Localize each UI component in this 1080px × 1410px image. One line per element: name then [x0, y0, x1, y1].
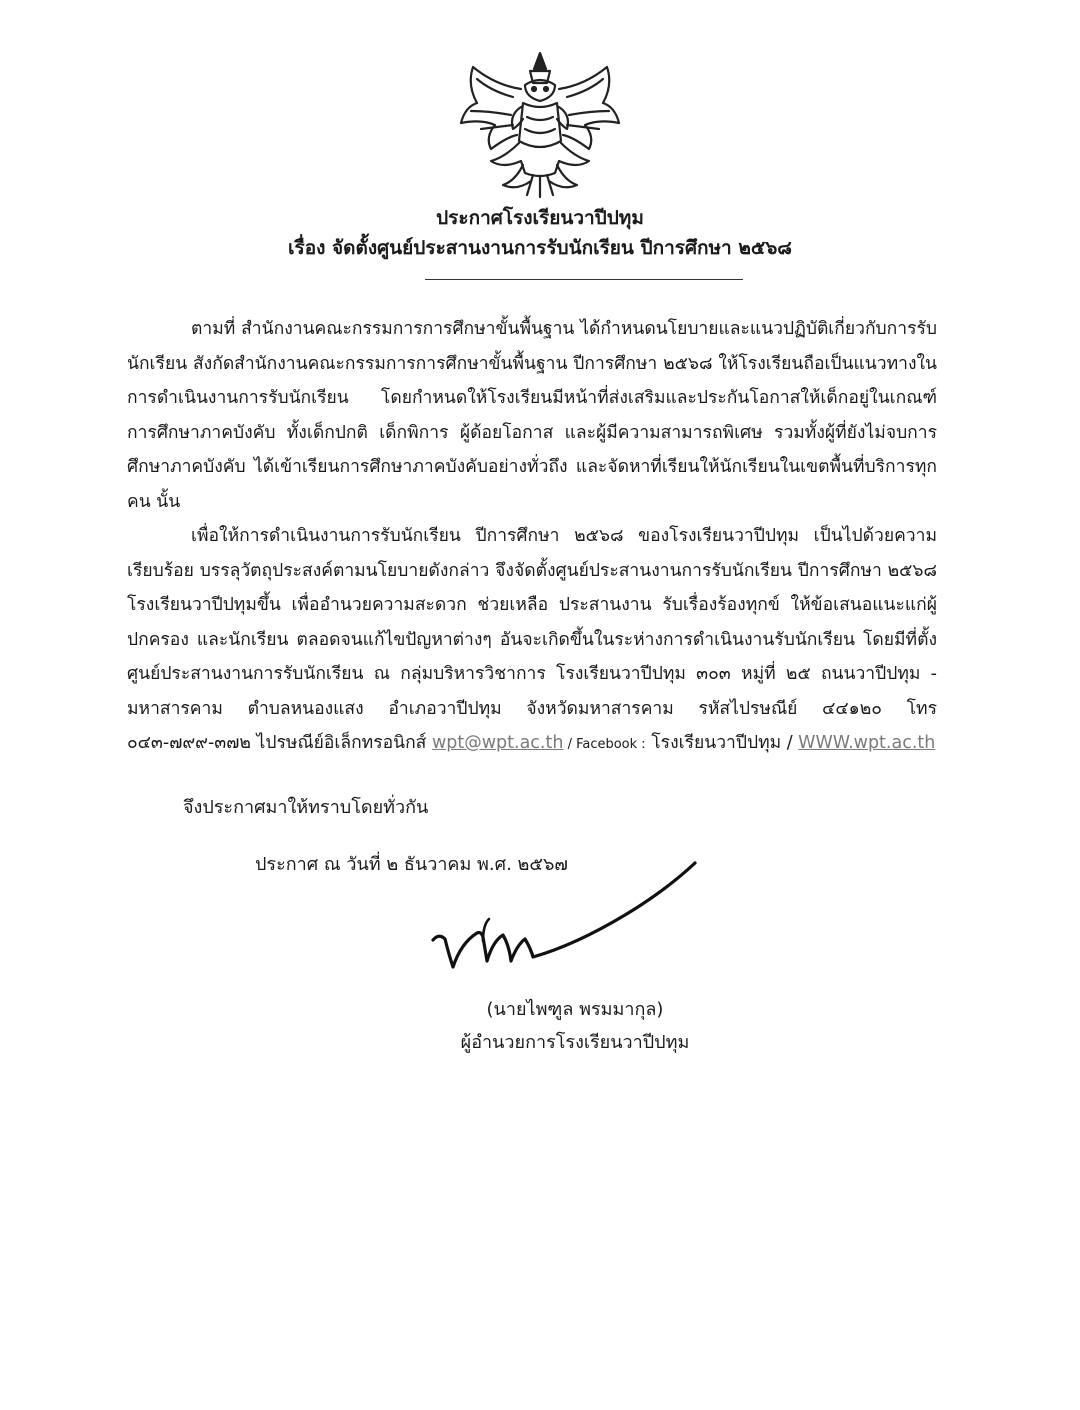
- paragraph-2-text: เพื่อให้การดำเนินงานการรับนักเรียน ปีการศึกษา ๒๕๖๘ ของโรงเรียนวาปีปทุม เป็นไปด้วยความเรียบร้อย บรรลุวัตถุประสงค์ตามนโยบายดังกล่าว จึงจัดตั้งศูนย์ประสานงานการรับนักเรียน ปีการศึกษา ๒๕๖๘ โรงเรียนวาปีปทุมขึ้น เพื่ออำนวยความสะดวก ช่วยเหลือ ประสานงาน รับเรื่องร้องทุกข์ ให้ข้อเสนอแนะแก่ผู้ปกครอง และนักเรียน ตลอดจนแก้ไขปัญหาต่างๆ อันจะเกิดขึ้นในระห่างการดำเนินงานรับนักเรียน โดยมีที่ตั้งศูนย์ประสานงานการรับนักเรียน ณ กลุ่มบริหารวิชาการ โรงเรียนวาปีปทุม ๓๐๓ หมู่ที่ ๒๕ ถนนวาปีปทุม - มหาสารคาม ตำบลหนองแสง อำเภอวาปีปทุม จังหวัดมหาสารคาม รหัสไปรษณีย์ ๔๔๑๒๐ โทร ๐๔๓-๗๙๙-๓๗๒ ไปรษณีย์อิเล็กทรอนิกส์: [127, 526, 937, 753]
- paragraph-1: ตามที่ สำนักงานคณะกรรมการการศึกษาขั้นพื้นฐาน ได้กำหนดนโยบายและแนวปฏิบัติเกี่ยวกับการรับนักเรียน สังกัดสำนักงานคณะกรรมการการศึกษาขั้นพื้นฐาน ปีการศึกษา ๒๕๖๘ ให้โรงเรียนถือเป็นแนวทางในการดำเนินงานการรับนักเรียน โดยกำหนดให้โรงเรียนมีหน้าที่ส่งเสริมและประกันโอกาสให้เด็กอยู่ในเกณฑ์การศึกษาภาคบังคับ ทั้งเด็กปกติ เด็กพิการ ผู้ด้อยโอกาส และผู้มีความสามารถพิเศษ รวมทั้งผู้ที่ยังไม่จบการศึกษาภาคบังคับ ได้เข้าเรียนการศึกษาภาคบังคับอย่างทั่วถึง และจัดหาที่เรียนให้นักเรียนในเขตพื้นที่บริการทุกคน นั้น: [127, 319, 937, 512]
- title-block: [0, 203, 1080, 263]
- facebook-label: / Facebook :: [563, 737, 646, 752]
- website-link[interactable]: WWW.wpt.ac.th: [798, 733, 936, 753]
- date-line: ประกาศ ณ วันที่ ๒ ธันวาคม พ.ศ. ๒๕๖๗: [255, 854, 568, 875]
- title-underline: [425, 279, 743, 280]
- paragraph-2: [127, 519, 937, 763]
- document-subject: เรื่อง จัดตั้งศูนย์ประสานงานการรับนักเรียน ปีการศึกษา ๒๕๖๘: [288, 237, 792, 259]
- handwritten-signature: [425, 845, 705, 985]
- closing-line: จึงประกาศมาให้ทราบโดยทั่วกัน: [183, 797, 429, 818]
- signer-position: ผู้อำนวยการโรงเรียนวาปีปทุม: [460, 1032, 690, 1053]
- email-link[interactable]: wpt@wpt.ac.th: [431, 733, 564, 753]
- signer-name: (นายไพฑูล พรมมากุล): [486, 999, 664, 1020]
- document-body: [127, 312, 937, 763]
- document-title: ประกาศโรงเรียนวาปีปทุม: [436, 207, 644, 229]
- signer-block: [0, 993, 1080, 1059]
- garuda-emblem-icon: [455, 45, 625, 205]
- facebook-name: โรงเรียนวาปีปทุม /: [651, 733, 799, 753]
